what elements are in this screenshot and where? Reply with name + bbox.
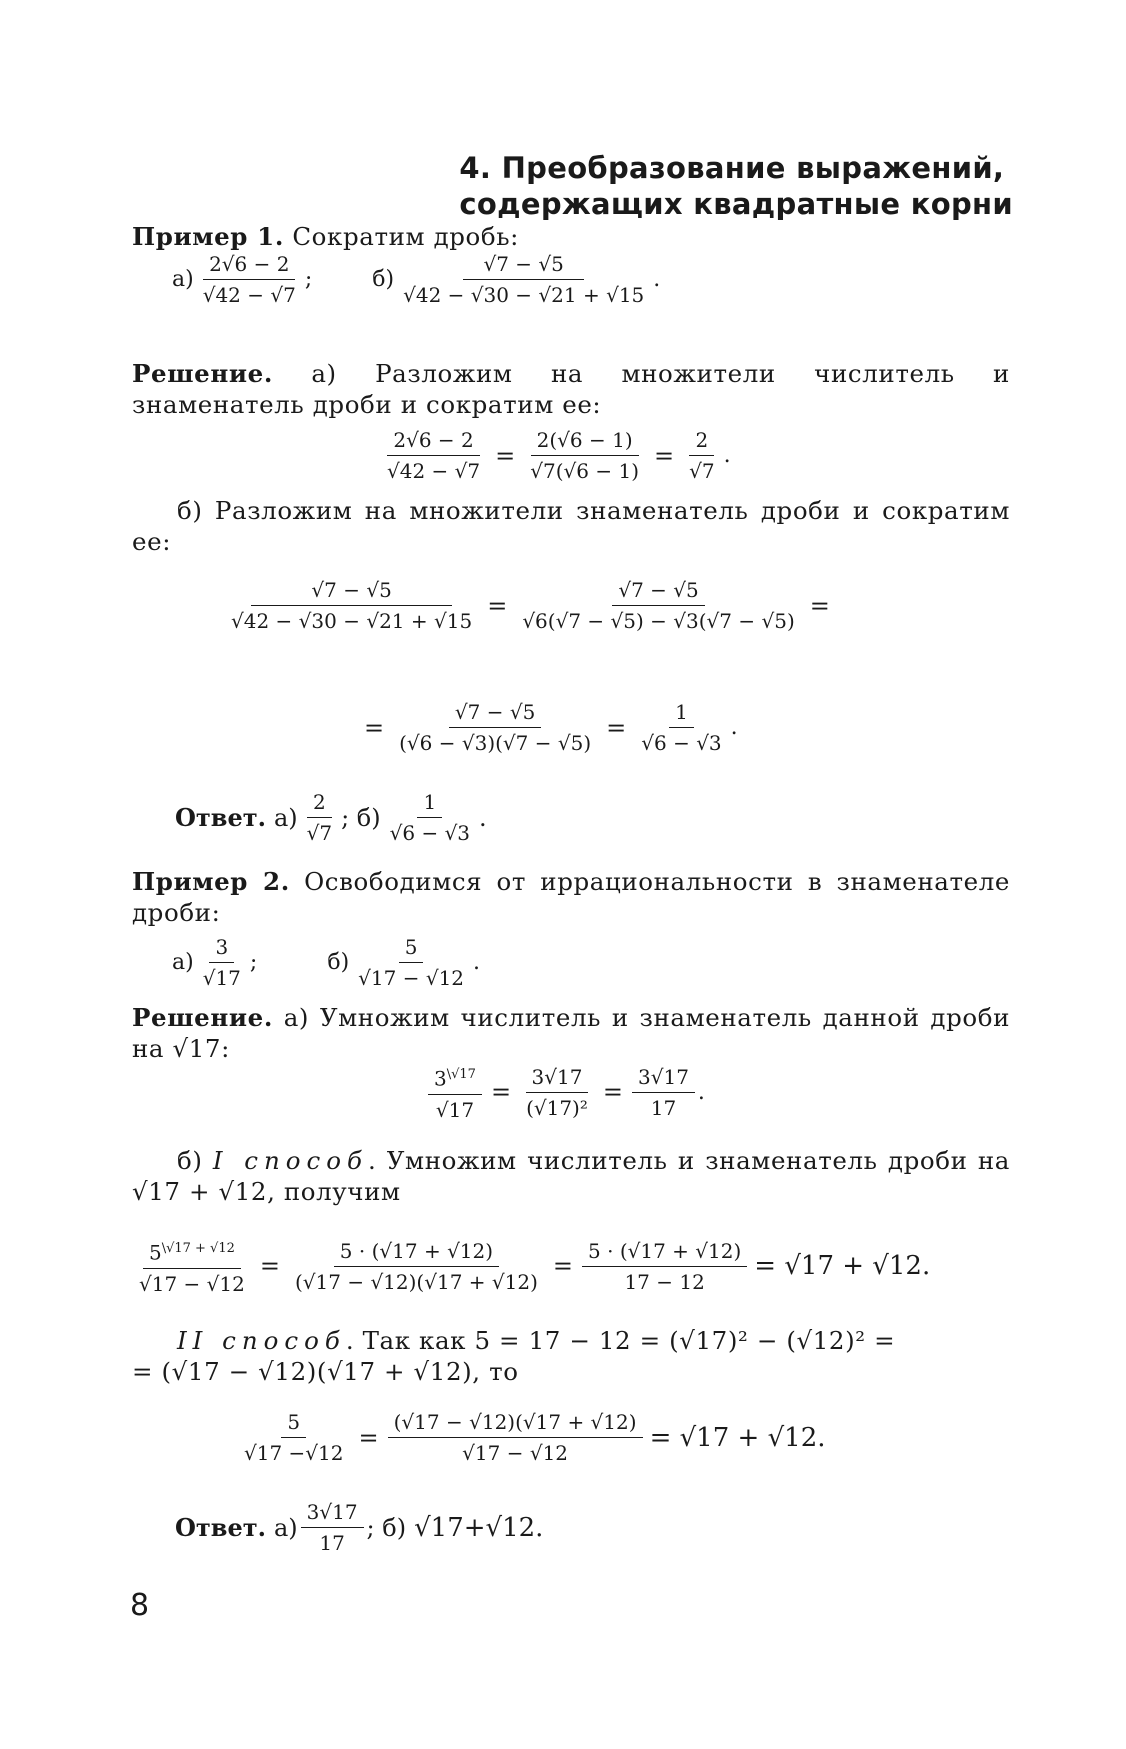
ex2-a-numerator: 3 <box>209 935 234 963</box>
answer-2-a-den: 17 <box>319 1531 345 1555</box>
sol1-a-fraction-2 <box>524 428 645 483</box>
sol1-a-f3-den: √7 <box>689 459 715 483</box>
answer-1-b-num: 1 <box>417 790 442 818</box>
sol2-b1-f1-num-value: 5 <box>148 1240 162 1265</box>
sol1-a-f2-num: 2(√6 − 1) <box>531 428 639 456</box>
sol2-b1-f1-num <box>143 1237 241 1269</box>
ex1-b-fraction <box>397 252 650 307</box>
sol2-b2-body-1: . Так как 5 = 17 − 12 = (√17)² − (√12)² = <box>345 1326 896 1355</box>
equals-sign: = <box>654 441 675 470</box>
ex1-b-label: б) <box>372 267 395 292</box>
solution-2-a-equation <box>425 1063 705 1122</box>
ex1-b-denominator: √42 − √30 − √21 + √15 <box>403 283 645 307</box>
sol2-b1-f3-num: 5 · (√17 + √12) <box>582 1239 747 1267</box>
sol1-b-f4-den: √6 − √3 <box>641 731 722 755</box>
answer-1 <box>175 790 487 845</box>
sol1-b-f4-num: 1 <box>669 700 694 728</box>
sol1-b-f1-den: √42 − √30 − √21 + √15 <box>231 609 473 633</box>
answer-1-a-num: 2 <box>307 790 332 818</box>
ex2-a-fraction <box>197 935 247 990</box>
ex2-a-label: а) <box>172 950 194 975</box>
sol2-a-f3-den: 17 <box>650 1095 677 1120</box>
ex2-a-denominator: √17 <box>202 966 241 990</box>
sol2-b1-fraction-1 <box>133 1237 251 1296</box>
answer-1-a-den: √7 <box>306 821 333 845</box>
ex1-a-tail: ; <box>304 267 313 292</box>
example-1-fractions <box>172 252 660 307</box>
sol1-b-f3-den: (√6 − √3)(√7 − √5) <box>399 731 592 755</box>
sol2-a-f2-num: 3√17 <box>526 1065 589 1093</box>
sol2-b1-f3-den: 17 − 12 <box>624 1269 705 1294</box>
example-1-heading <box>132 221 1010 252</box>
example-2-heading <box>132 866 1010 928</box>
sol2-b1-fraction-2 <box>289 1239 544 1294</box>
answer-2-sep: ; б) <box>366 1513 407 1542</box>
equals-sign: = <box>358 1423 379 1452</box>
answer-1-sep: ; б) <box>341 803 381 832</box>
sol2-b1-result: = √17 + √12. <box>754 1251 931 1282</box>
example-1-text: Сократим дробь: <box>283 222 520 251</box>
section-title-line-1: 4. Преобразование выражений, <box>459 151 1005 185</box>
ex1-a-numerator: 2√6 − 2 <box>203 252 295 280</box>
answer-1-a-fraction <box>301 790 338 845</box>
example-1-label: Пример 1. <box>132 222 284 251</box>
sol2-b1-body: . Умножим числитель и знаменатель дроби на √17 + √12, получим <box>132 1146 1010 1206</box>
answer-2-a-fraction <box>301 1500 364 1555</box>
equals-sign: = <box>602 1078 623 1107</box>
sol2-a-f1-num-value: 3 <box>434 1066 447 1091</box>
solution-2-b2-equation <box>235 1410 826 1465</box>
answer-2 <box>175 1500 543 1555</box>
sol1-a-fraction-3 <box>683 428 720 483</box>
sol2-b2-f2-num: (√17 − √12)(√17 + √12) <box>388 1410 643 1438</box>
sol2-a-f1-multiplier: \√17 <box>446 1067 476 1082</box>
sol2-a-fraction-2 <box>520 1065 594 1120</box>
answer-1-b-fraction <box>384 790 476 845</box>
sol1-b-f3-num: √7 − √5 <box>449 700 541 728</box>
sol1-b-fraction-1 <box>225 578 478 633</box>
sol2-a-f2-den: (√17)² <box>526 1095 588 1120</box>
equals-sign: = <box>606 713 627 742</box>
answer-2-a-label: а) <box>273 1513 298 1542</box>
sol2-b2-f2-den: √17 − √12 <box>462 1441 569 1465</box>
sol2-b2-method: II способ <box>177 1326 346 1355</box>
equals-sign: = <box>552 1252 574 1281</box>
sol1-a-f1-num: 2√6 − 2 <box>387 428 479 456</box>
sol1-b-f2-num: √7 − √5 <box>612 578 704 606</box>
sol2-b1-fraction-3 <box>582 1239 747 1294</box>
sol2-b2-f1-den: √17 −√12 <box>244 1441 344 1465</box>
solution-1-a-body: а) Разложим на множители числитель и знаменатель дроби и сократим ее: <box>132 359 1010 419</box>
solution-1-b-equation-2 <box>358 700 738 755</box>
sol2-a-f1-num <box>428 1063 482 1095</box>
sol2-b1-f1-den: √17 − √12 <box>139 1271 245 1296</box>
solution-2-b2-text <box>132 1325 1010 1387</box>
sol2-a-f3-num: 3√17 <box>632 1065 695 1093</box>
solution-1-a-equation <box>378 428 731 483</box>
ex1-a-label: а) <box>172 267 194 292</box>
example-2-label: Пример 2. <box>132 867 290 896</box>
sol2-a-fraction-3 <box>632 1065 695 1120</box>
sol2-a-f1-den: √17 <box>435 1097 475 1122</box>
solution-2-label: Решение. <box>132 1003 273 1032</box>
sol2-b2-body-2: = (√17 − √12)(√17 + √12), то <box>132 1357 519 1386</box>
sol1-b-f1-num: √7 − √5 <box>251 578 451 606</box>
sol1-b-fraction-4 <box>635 700 727 755</box>
sol2-b1-f2-den: (√17 − √12)(√17 + √12) <box>294 1269 538 1294</box>
solution-1-b-text: б) Разложим на множители знаменатель дроби и сократим ее: <box>132 496 1010 556</box>
solution-2-a-text <box>132 1002 1010 1064</box>
solution-1-label: Решение. <box>132 359 273 388</box>
ex2-b-tail: . <box>473 950 481 975</box>
ex2-b-fraction <box>352 935 470 990</box>
sol2-b1-method: I способ <box>212 1146 368 1175</box>
solution-1-b-equation-1 <box>222 578 836 633</box>
sol1-a-fraction-1 <box>381 428 486 483</box>
sol2-a-tail: . <box>697 1079 705 1105</box>
equals-sign: = <box>495 441 516 470</box>
example-2-fractions <box>172 935 480 990</box>
sol2-b2-fraction-2 <box>388 1410 643 1465</box>
page-number: 8 <box>130 1588 150 1623</box>
section-title-line-2: содержащих квадратные корни <box>459 187 1013 221</box>
sol2-b1-f2-num: 5 · (√17 + √12) <box>334 1239 499 1267</box>
answer-2-b-value: √17+√12. <box>414 1512 544 1543</box>
equals-sign: = <box>490 1078 512 1107</box>
ex1-b-tail: . <box>653 267 661 292</box>
sol1-b-eq2-tail: . <box>730 715 738 740</box>
sol1-a-tail: . <box>723 443 731 468</box>
answer-1-b-den: √6 − √3 <box>389 821 471 845</box>
sol2-b1-f1-multiplier: \√17 + √12 <box>161 1241 235 1256</box>
answer-1-label: Ответ. <box>175 803 266 832</box>
ex1-b-numerator: √7 − √5 <box>463 252 583 280</box>
solution-2-a-body: а) Умножим числитель и знаменатель данной дроби на √17: <box>132 1003 1010 1063</box>
sol1-b-eq2-lead: = <box>364 713 385 742</box>
sol1-b-eq1-tail: = <box>809 591 830 620</box>
ex1-a-denominator: √42 − √7 <box>202 283 296 307</box>
sol2-b2-result: = √17 + √12. <box>649 1422 826 1453</box>
ex2-a-tail: ; <box>249 950 258 975</box>
sol2-a-fraction-1 <box>428 1063 482 1122</box>
ex1-a-fraction <box>197 252 302 307</box>
sol1-a-f1-den: √42 − √7 <box>387 459 481 483</box>
ex2-b-numerator: 5 <box>399 935 424 963</box>
equals-sign: = <box>259 1252 280 1281</box>
sol1-a-f3-num: 2 <box>689 428 714 456</box>
sol1-b-fraction-3 <box>393 700 597 755</box>
example-2-text: Освободимся от иррациональности в знаменателе дроби: <box>132 867 1010 927</box>
sol1-b-fraction-2 <box>516 578 800 633</box>
section-title <box>459 150 1013 222</box>
ex2-b-label: б) <box>327 950 350 975</box>
sol2-b2-fraction-1 <box>238 1410 350 1465</box>
equals-sign: = <box>487 591 508 620</box>
answer-1-a-label: а) <box>273 803 298 832</box>
solution-2-b1-text <box>132 1145 1010 1207</box>
sol1-b-f2-den: √6(√7 − √5) − √3(√7 − √5) <box>522 609 795 633</box>
ex2-b-denominator: √17 − √12 <box>358 966 465 990</box>
sol1-a-f2-den: √7(√6 − 1) <box>530 459 639 483</box>
sol2-b1-label: б) <box>177 1146 213 1175</box>
answer-2-label: Ответ. <box>175 1513 266 1542</box>
solution-2-b1-equation <box>130 1237 930 1296</box>
answer-2-a-num: 3√17 <box>301 1500 364 1528</box>
sol2-b2-f1-num: 5 <box>281 1410 306 1438</box>
answer-1-tail: . <box>479 803 487 832</box>
solution-1-a-text <box>132 358 1010 420</box>
